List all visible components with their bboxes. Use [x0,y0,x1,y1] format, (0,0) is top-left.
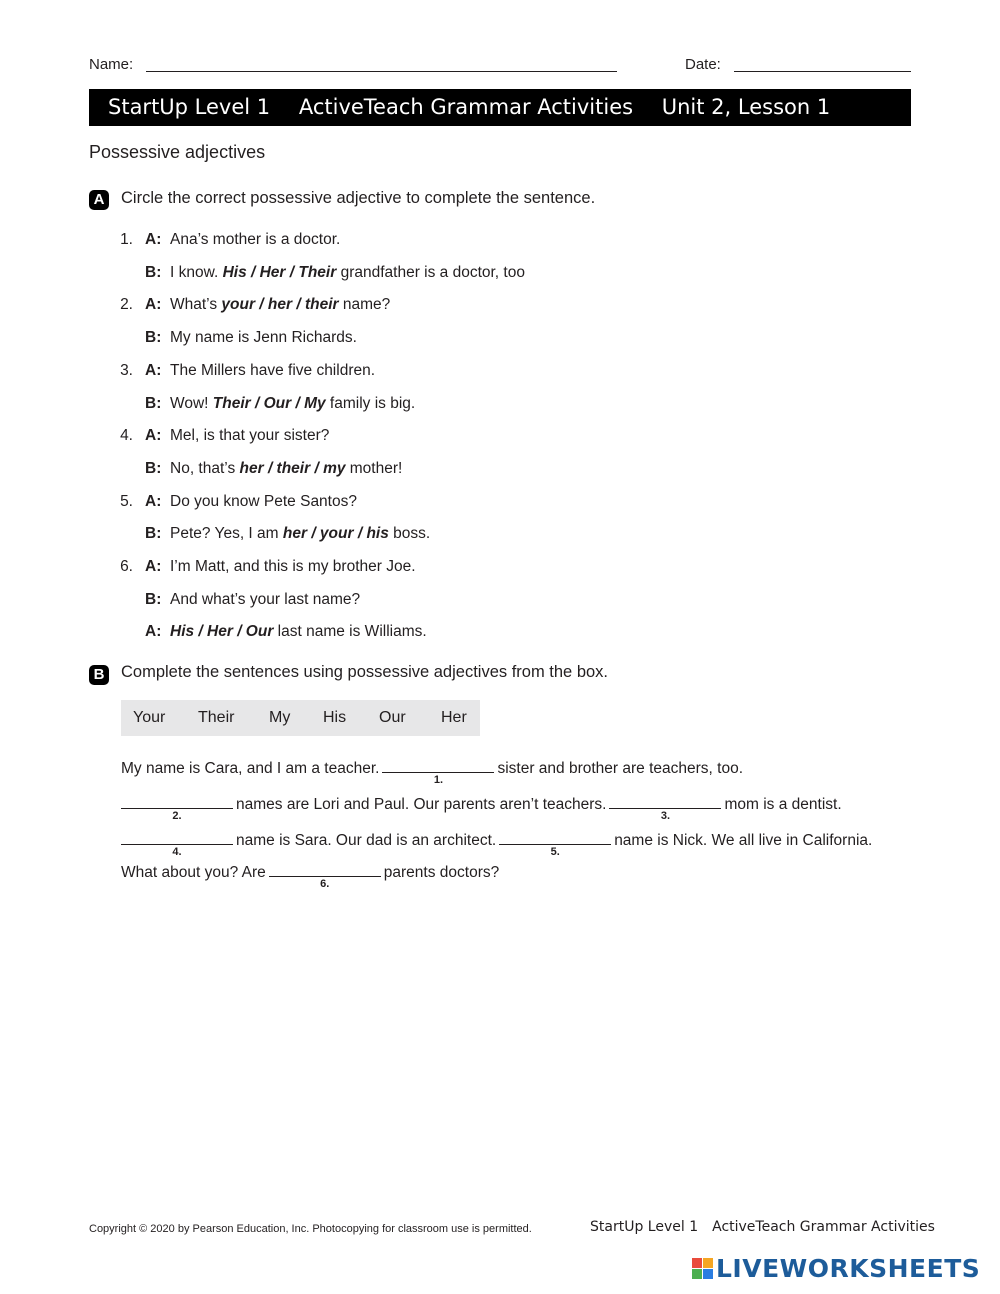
footer-level: StartUp Level 1 [590,1219,699,1235]
date-label: Date: [685,56,721,73]
speaker-label: B: [145,525,162,543]
blank-5[interactable] [499,830,611,858]
answer-choices[interactable]: her / their / my [239,459,346,477]
dialogue-text [170,591,360,609]
dialogue-pre: The Millers have five children. [170,361,376,379]
answer-choices[interactable]: His / Her / Our [170,623,274,641]
speaker-label: A: [145,492,162,510]
dialogue-pre: Mel, is that your sister? [170,427,330,445]
blank-number: 4. [172,846,182,858]
dialogue-post: boss. [388,525,431,543]
paragraph-text: mom is a dentist. [724,796,842,813]
paragraph-line-3 [121,830,873,858]
section-b-badge: B [89,665,109,685]
word-box-item: His [323,709,347,726]
dialogue-text [170,231,340,249]
answer-choices[interactable]: Their / Our / My [212,394,326,412]
paragraph-text: sister and brother are teachers, too. [497,760,744,777]
dialogue-text [170,493,357,511]
paragraph-text: What about you? Are [121,864,266,881]
date-field[interactable] [734,71,911,72]
name-date-row [89,56,911,76]
page-subtitle: Possessive adjectives [89,142,266,162]
answer-choices[interactable]: her / your / his [282,525,389,543]
speaker-label: A: [145,558,162,575]
paragraph-text: My name is Cara, and I am a teacher. [121,760,380,777]
copyright-text: Copyright © 2020 by Pearson Education, Inc. Photocopying for classroom use is permitted. [89,1223,532,1235]
paragraph-text: names are Lori and Paul. Our parents aren’t teachers. [236,796,607,813]
paragraph-line-2 [121,794,842,822]
item-number: 1. [120,231,133,248]
blank-3[interactable] [609,794,721,822]
blank-number: 5. [550,846,560,858]
section-a-badge: A [89,190,109,210]
speaker-label: A: [145,427,162,445]
word-box-item: Our [379,709,406,726]
dialogue-text [170,525,430,543]
word-box-item: My [269,709,291,726]
speaker-label: B: [145,263,162,281]
section-a-instruction: Circle the correct possessive adjective to complete the sentence. [121,189,596,207]
dialogue-pre: Pete? Yes, I am [170,525,283,543]
speaker-label: B: [145,590,162,608]
blank-number: 6. [320,878,330,890]
word-box-item: Their [198,709,235,726]
item-number: 2. [120,296,133,314]
word-box [121,700,480,736]
blank-4[interactable] [121,830,233,858]
blank-6[interactable] [269,862,381,890]
footer-title [590,1219,949,1235]
dialogue-post: mother! [345,459,403,477]
dialogue-pre: And what’s your last name? [170,590,361,608]
answer-choices[interactable]: your / her / their [221,296,339,314]
word-box-item: Your [133,709,166,726]
blank-2[interactable] [121,794,233,822]
speaker-label: A: [145,296,162,314]
speaker-label: A: [145,361,162,379]
blank-number: 1. [433,774,444,786]
speaker-label: B: [145,459,162,477]
banner-title: ActiveTeach Grammar Activities [298,95,634,119]
dialogue-text [170,329,357,347]
dialogue-pre: Wow! [170,394,213,412]
liveworksheets-text: LIVEWORKSHEETS [716,1254,981,1283]
dialogue-post: last name is Williams. [273,623,427,641]
item-number: 3. [120,361,133,379]
liveworksheets-watermark [692,1254,980,1284]
banner-unit: Unit 2, Lesson 1 [661,95,831,119]
footer-activity-title: ActiveTeach Grammar Activities [712,1219,935,1235]
dialogue-text [170,362,375,380]
speaker-label: A: [145,231,162,248]
dialogue-post: family is big. [325,394,416,412]
name-label: Name: [89,56,134,73]
word-box-item: Her [441,709,467,726]
section-b-instruction: Complete the sentences using possessive adjectives from the box. [121,663,609,681]
blank-number: 3. [660,810,671,822]
speaker-label: B: [145,394,162,412]
dialogue-post: name? [338,296,391,314]
speaker-label: A: [145,623,162,641]
dialogue-pre: My name is Jenn Richards. [170,329,357,347]
dialogue-text [170,460,402,478]
name-field[interactable] [146,71,617,72]
item-number: 5. [120,492,133,510]
dialogue-pre: I know. [170,263,223,281]
blank-number: 2. [172,810,182,822]
paragraph-text: name is Nick. We all live in California. [614,832,873,849]
paragraph-line-1 [121,758,744,786]
dialogue-text [170,264,525,282]
dialogue-pre: Do you know Pete Santos? [170,492,357,510]
banner-level: StartUp Level 1 [108,95,271,119]
dialogue-text [170,395,415,413]
dialogue-text [170,296,390,314]
dialogue-text [170,558,416,576]
dialogue-pre: I’m Matt, and this is my brother Joe. [170,558,416,575]
paragraph-text: name is Sara. Our dad is an architect. [236,832,497,849]
paragraph-line-4 [121,862,500,890]
dialogue-post: grandfather is a doctor, too [336,263,525,281]
speaker-label: B: [145,329,162,347]
dialogue-text [170,427,329,445]
dialogue-pre: No, that’s [170,459,240,477]
paragraph-text: parents doctors? [383,864,500,881]
dialogue-pre: What’s [170,296,222,314]
item-number: 4. [120,427,133,445]
liveworksheets-logo-icon [692,1258,714,1280]
blank-1[interactable] [382,758,494,786]
title-banner [89,89,911,126]
answer-choices[interactable]: His / Her / Their [222,263,337,281]
dialogue-pre: Ana’s mother is a doctor. [170,231,341,248]
item-number: 6. [120,558,133,575]
dialogue-text [170,623,427,641]
